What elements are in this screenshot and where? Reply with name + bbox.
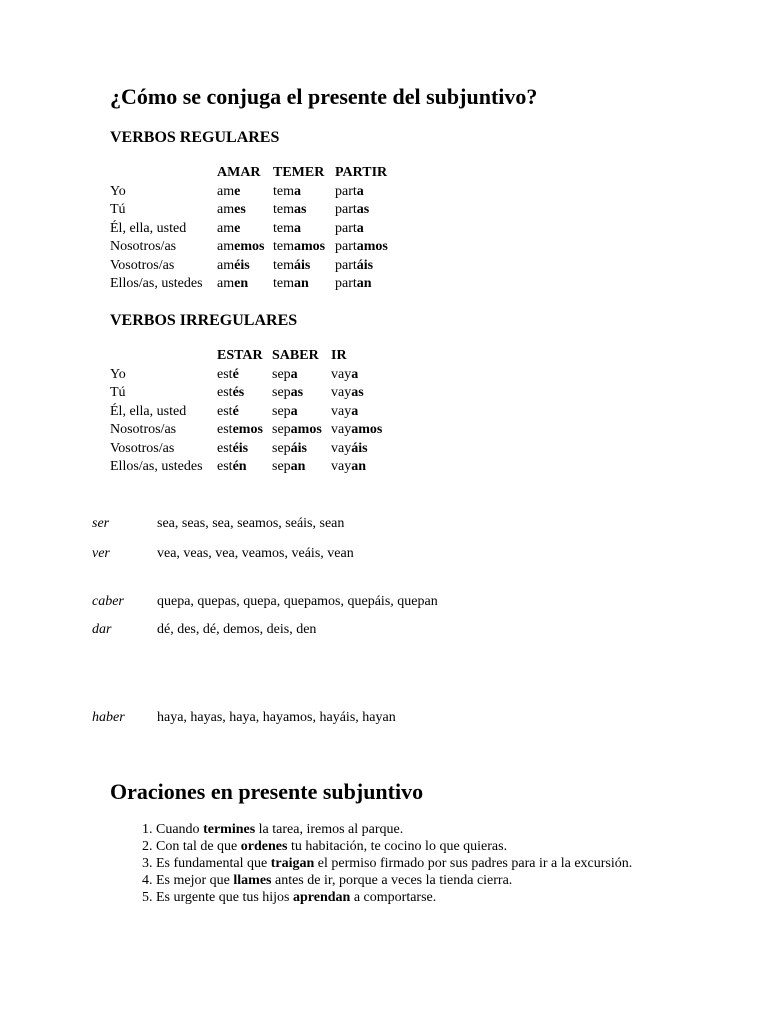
verb-stem: sep (272, 440, 291, 456)
conjugation-cell (335, 201, 388, 220)
verb-ending: áis (356, 257, 374, 273)
verb-ending: an (356, 276, 372, 291)
conjugation-cell (331, 403, 382, 422)
verb-stem: tem (273, 276, 294, 291)
verb-stem: part (335, 257, 357, 273)
person-cell: Vosotros/as (110, 257, 175, 273)
conjugation-cell (272, 366, 331, 385)
verb-ending: e (234, 220, 241, 236)
table-row (110, 366, 382, 385)
regular-verbs-body (110, 183, 388, 294)
irregular-verbs-body (110, 366, 382, 477)
subjunctive-verb: llames (233, 873, 272, 888)
verb-infinitive: ser (92, 516, 110, 531)
regular-verbs-heading: VERBOS REGULARES (110, 129, 280, 146)
verb-stem: am (217, 220, 235, 236)
sentence-after: antes de ir, porque a veces la tienda cierra. (271, 873, 513, 888)
subjunctive-verb: ordenes (240, 839, 288, 854)
verb-ending: é (232, 366, 239, 382)
person-cell: Tú (110, 202, 126, 217)
sentence-before: Es mejor que (156, 873, 234, 888)
verb-stem: part (335, 202, 357, 217)
verb-ending: e (234, 183, 241, 199)
conjugation-cell (273, 183, 335, 202)
list-item (156, 838, 686, 855)
list-item (156, 855, 686, 872)
verb-stem: tem (273, 183, 294, 199)
table-row (110, 275, 388, 294)
conjugation-cell (217, 458, 272, 477)
person-header (110, 347, 217, 366)
sentence-after: la tarea, iremos al parque. (255, 822, 404, 837)
list-item (156, 821, 686, 838)
verb-stem: am (217, 276, 235, 291)
table-row (110, 440, 382, 459)
conjugation-cell (272, 421, 331, 440)
person-cell: Yo (110, 183, 126, 199)
verb-ending: áis (351, 440, 368, 456)
sentence-after: tu habitación, te cocino lo que quieras. (287, 839, 508, 854)
verb-stem: tem (273, 202, 294, 217)
subjunctive-verb: aprendan (293, 890, 351, 905)
sentence-before: Es fundamental que (156, 856, 271, 871)
verb-ending: amos (356, 239, 388, 254)
person-cell: Él, ella, usted (110, 403, 187, 419)
verb-forms: haya, hayas, haya, hayamos, hayáis, hayan (157, 710, 396, 725)
verb-ending: amos (290, 422, 322, 437)
list-item (156, 872, 686, 889)
verb-ending: as (351, 385, 364, 400)
verb-ending: éis (234, 257, 250, 273)
verb-stem: part (335, 183, 357, 199)
verb-ending: as (294, 202, 307, 217)
verb-infinitive: caber (92, 594, 124, 609)
sentence-before: Con tal de que (156, 839, 241, 854)
verb-forms: dé, des, dé, demos, deis, den (157, 622, 317, 637)
verb-stem: vay (331, 459, 352, 474)
conjugation-cell (217, 257, 273, 276)
person-header (110, 164, 217, 183)
sentence-after: a comportarse. (350, 890, 437, 905)
conjugation-cell (335, 275, 388, 294)
table-header-row (110, 164, 388, 183)
verb-ending: éis (232, 440, 249, 456)
verb-ending: én (232, 459, 247, 474)
verb-ending: a (356, 183, 364, 199)
verb-ending: a (294, 183, 301, 199)
verb-ending: és (232, 385, 245, 400)
verb-ending: an (290, 459, 306, 474)
verb-stem: vay (331, 440, 352, 456)
conjugation-cell (331, 421, 382, 440)
verb-stem: sep (272, 385, 291, 400)
verb-ending: amos (294, 239, 326, 254)
verb-stem: part (335, 276, 357, 291)
verb-stem: est (217, 459, 233, 474)
conjugation-cell (272, 440, 331, 459)
table-row (110, 421, 382, 440)
person-cell: Vosotros/as (110, 440, 175, 456)
verb-stem: am (217, 202, 235, 217)
person-cell: Nosotros/as (110, 239, 177, 254)
irregular-verbs-heading: VERBOS IRREGULARES (110, 312, 298, 329)
conjugation-cell (335, 220, 388, 239)
verb-forms: vea, veas, vea, veamos, veáis, vean (157, 546, 354, 561)
subjunctive-verb: traigan (270, 856, 315, 871)
table-row (110, 183, 388, 202)
person-cell: Yo (110, 366, 126, 382)
conjugation-cell (217, 220, 273, 239)
conjugation-cell (331, 384, 382, 403)
conjugation-cell (331, 366, 382, 385)
verb-stem: part (335, 239, 357, 254)
sentence-after: el permiso firmado por sus padres para ir a la excursión. (314, 856, 633, 871)
verb-stem: sep (272, 422, 291, 437)
conjugation-cell (217, 384, 272, 403)
verb-stem: sep (272, 403, 291, 419)
conjugation-cell (272, 384, 331, 403)
verb-header: ESTAR (217, 348, 263, 363)
table-row (110, 201, 388, 220)
verb-stem: tem (273, 239, 294, 254)
verb-stem: part (335, 220, 357, 236)
table-row (110, 257, 388, 276)
verb-forms: quepa, quepas, quepa, quepamos, quepáis, quepan (157, 594, 438, 609)
person-cell: Nosotros/as (110, 422, 177, 437)
verb-stem: tem (273, 220, 294, 236)
conjugation-cell (331, 458, 382, 477)
table-row (110, 403, 382, 422)
sentences-heading: Oraciones en presente subjuntivo (110, 779, 424, 804)
irregular-verbs-table (110, 347, 382, 477)
verb-stem: vay (331, 366, 352, 382)
conjugation-cell (273, 275, 335, 294)
verb-stem: est (217, 440, 233, 456)
sentence-before: Es urgente que tus hijos (156, 890, 294, 905)
conjugation-cell (217, 238, 273, 257)
conjugation-cell (331, 440, 382, 459)
conjugation-cell (217, 366, 272, 385)
person-cell: Ellos/as, ustedes (110, 276, 203, 291)
verb-header: SABER (272, 348, 319, 363)
conjugation-cell (217, 403, 272, 422)
conjugation-cell (273, 201, 335, 220)
verb-ending: emos (234, 239, 265, 254)
table-row (110, 238, 388, 257)
verb-ending: amos (351, 422, 383, 437)
page-title: ¿Cómo se conjuga el presente del subjuntivo? (110, 84, 538, 109)
person-cell: Ellos/as, ustedes (110, 459, 203, 474)
verb-ending: áis (294, 257, 311, 273)
verb-header: IR (331, 348, 347, 363)
conjugation-cell (217, 183, 273, 202)
conjugation-cell (217, 440, 272, 459)
verb-infinitive: ver (92, 546, 110, 561)
person-cell: Él, ella, usted (110, 220, 187, 236)
conjugation-cell (335, 257, 388, 276)
verb-stem: tem (273, 257, 294, 273)
table-row (110, 220, 388, 239)
conjugation-cell (272, 403, 331, 422)
verb-header: TEMER (273, 165, 325, 180)
verb-stem: est (217, 422, 233, 437)
table-row (110, 384, 382, 403)
verb-header: AMAR (217, 165, 261, 180)
verb-ending: a (351, 366, 359, 382)
verb-ending: a (351, 403, 359, 419)
verb-ending: a (294, 220, 301, 236)
verb-infinitive: haber (92, 710, 125, 725)
verb-ending: a (290, 366, 298, 382)
verb-forms: sea, seas, sea, seamos, seáis, sean (157, 516, 345, 531)
example-sentences-list (110, 821, 686, 906)
sentence-before: Cuando (156, 822, 204, 837)
person-cell: Tú (110, 385, 126, 400)
verb-stem: sep (272, 459, 291, 474)
verb-ending: emos (232, 422, 263, 437)
verb-ending: an (351, 459, 367, 474)
verb-stem: vay (331, 403, 352, 419)
verb-stem: est (217, 403, 233, 419)
verb-stem: vay (331, 422, 352, 437)
conjugation-cell (217, 421, 272, 440)
verb-ending: é (232, 403, 239, 419)
verb-ending: es (234, 202, 246, 217)
table-header-row (110, 347, 382, 366)
verb-ending: áis (290, 440, 308, 456)
verb-stem: am (217, 257, 235, 273)
verb-header: PARTIR (335, 165, 388, 180)
conjugation-cell (273, 257, 335, 276)
verb-stem: sep (272, 366, 291, 382)
verb-stem: est (217, 366, 233, 382)
conjugation-cell (273, 220, 335, 239)
verb-ending: en (234, 276, 249, 291)
verb-ending: as (356, 202, 370, 217)
verb-stem: est (217, 385, 233, 400)
conjugation-cell (335, 238, 388, 257)
subjunctive-verb: termines (203, 822, 256, 837)
list-item (156, 889, 686, 906)
conjugation-cell (335, 183, 388, 202)
verb-stem: am (217, 239, 235, 254)
verb-stem: am (217, 183, 235, 199)
conjugation-cell (217, 275, 273, 294)
verb-ending: a (290, 403, 298, 419)
verb-stem: vay (331, 385, 352, 400)
conjugation-cell (273, 238, 335, 257)
verb-ending: an (294, 276, 309, 291)
verb-infinitive: dar (92, 622, 112, 637)
table-row (110, 458, 382, 477)
regular-verbs-table (110, 164, 388, 294)
conjugation-cell (272, 458, 331, 477)
verb-ending: as (290, 385, 304, 400)
verb-ending: a (356, 220, 364, 236)
conjugation-cell (217, 201, 273, 220)
